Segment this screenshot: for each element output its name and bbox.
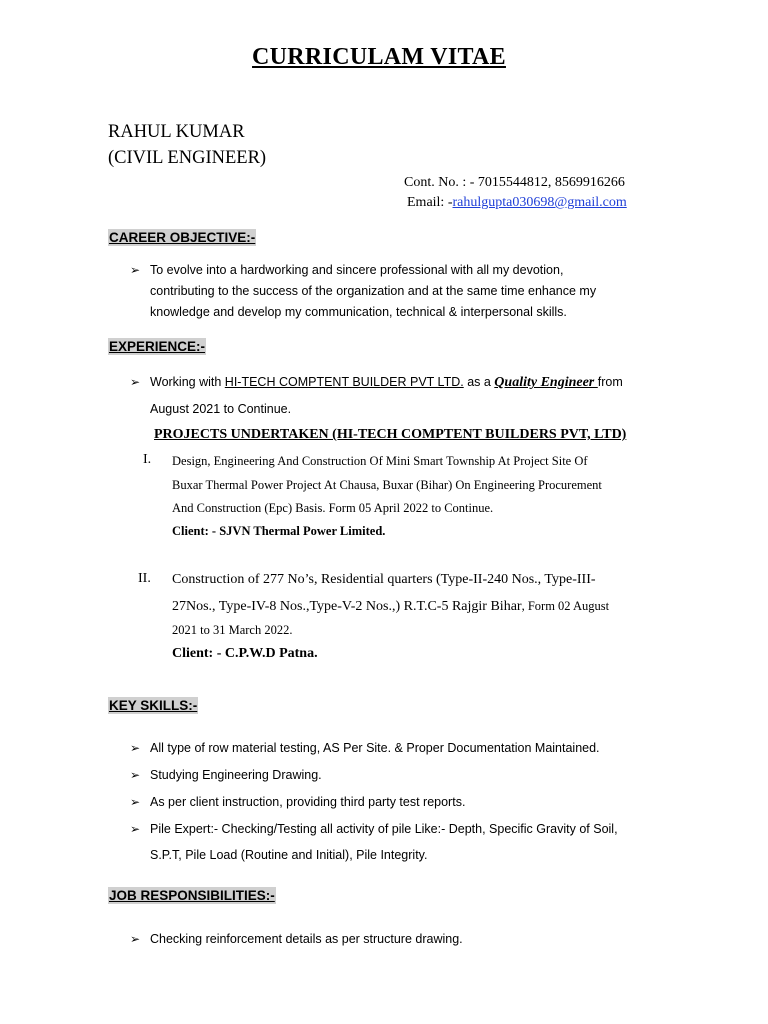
- contact-line: [404, 175, 625, 191]
- contact-label: Cont. No. : -: [404, 175, 478, 190]
- as-a-text: as a: [463, 375, 495, 389]
- project-2-line-1: Construction of 277 No’s, Residential quarters (Type-II-240 Nos., Type-III-: [172, 572, 596, 587]
- key-skill-item-4: Pile Expert:- Checking/Testing all activity of pile Like:- Depth, Specific Gravity of Soil,: [150, 822, 618, 836]
- experience-line-1: [150, 374, 623, 391]
- from-text: from: [597, 375, 623, 389]
- job-responsibility-item-1: Checking reinforcement details as per structure drawing.: [150, 932, 463, 946]
- arrowhead-bullet-icon: ➢: [130, 768, 141, 782]
- project-1-line-1: Design, Engineering And Construction Of Mini Smart Township At Project Site Of: [172, 454, 588, 468]
- arrowhead-bullet-icon: ➢: [130, 263, 141, 277]
- project-2-line-3: 2021 to 31 March 2022.: [172, 623, 293, 637]
- email-label: Email: -: [407, 195, 453, 210]
- contact-numbers: 7015544812, 8569916266: [477, 175, 625, 190]
- key-skill-item-3: As per client instruction, providing third party test reports.: [150, 795, 466, 809]
- arrowhead-bullet-icon: ➢: [130, 741, 141, 755]
- career-objective-heading: CAREER OBJECTIVE:-: [109, 230, 256, 245]
- candidate-designation: (CIVIL ENGINEER): [108, 148, 267, 168]
- working-with-text: Working with: [150, 375, 225, 389]
- key-skills-heading: KEY SKILLS:-: [109, 698, 198, 713]
- project-1-client: Client: - SJVN Thermal Power Limited.: [172, 524, 386, 538]
- job-responsibilities-heading: JOB RESPONSIBILITIES:-: [109, 888, 275, 903]
- project-2-line-2-date: , Form 02 August: [521, 599, 610, 613]
- project-1-line-3: And Construction (Epc) Basis. Form 05 April 2022 to Continue.: [172, 501, 494, 515]
- arrowhead-bullet-icon: ➢: [130, 795, 141, 809]
- project-1-line-2: Buxar Thermal Power Project At Chausa, Buxar (Bihar) On Engineering Procurement: [172, 478, 602, 492]
- project-2-numeral: II.: [138, 571, 151, 586]
- project-2-client: Client: - C.P.W.D Patna.: [172, 646, 318, 661]
- experience-heading: EXPERIENCE:-: [109, 339, 206, 354]
- career-objective-line-2: contributing to the success of the organization and at the same time enhance my: [150, 284, 597, 298]
- projects-heading: PROJECTS UNDERTAKEN (HI-TECH COMPTENT BUILDERS PVT, LTD): [154, 427, 627, 442]
- document-title: CURRICULAM VITAE: [252, 44, 506, 70]
- company-name: HI-TECH COMPTENT BUILDER PVT LTD.: [224, 375, 464, 389]
- career-objective-line-1: To evolve into a hardworking and sincere professional with all my devotion,: [150, 263, 564, 277]
- email-line: [407, 195, 627, 211]
- job-role: Quality Engineer: [494, 375, 598, 390]
- arrowhead-bullet-icon: ➢: [130, 932, 141, 946]
- project-2-line-2-main: 27Nos., Type-IV-8 Nos.,Type-V-2 Nos.,) R.T.C-5 Rajgir Bihar: [172, 599, 522, 614]
- email-link[interactable]: rahulgupta030698@gmail.com: [452, 195, 627, 210]
- key-skill-item-4-line-2: S.P.T, Pile Load (Routine and Initial), Pile Integrity.: [150, 848, 428, 862]
- arrowhead-bullet-icon: ➢: [130, 822, 141, 836]
- arrowhead-bullet-icon: ➢: [130, 375, 141, 389]
- career-objective-line-3: knowledge and develop my communication, technical & interpersonal skills.: [150, 305, 567, 319]
- candidate-name: RAHUL KUMAR: [108, 122, 245, 142]
- experience-period: August 2021 to Continue.: [150, 402, 292, 416]
- key-skill-item-1: All type of row material testing, AS Per Site. & Proper Documentation Maintained.: [150, 741, 600, 755]
- project-1-numeral: I.: [143, 452, 152, 467]
- key-skill-item-2: Studying Engineering Drawing.: [150, 768, 322, 782]
- project-2-line-2: [172, 597, 609, 616]
